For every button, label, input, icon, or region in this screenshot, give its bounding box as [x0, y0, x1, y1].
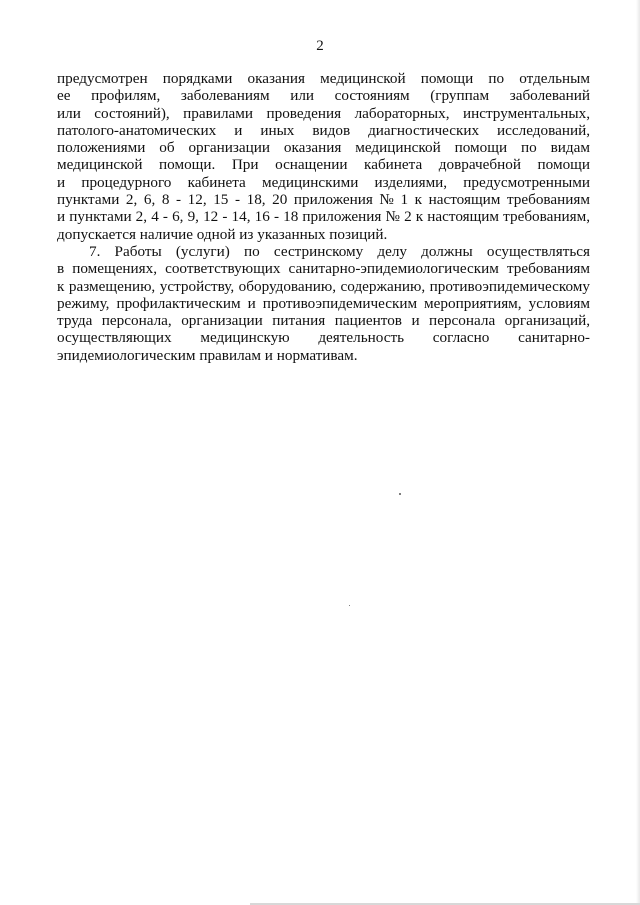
text-line: труда персонала, организации питания пациентов и персонала организаций, [57, 312, 590, 330]
paragraph-continued [57, 70, 590, 243]
text-line: предусмотрен порядками оказания медицинской помощи по отдельным [57, 70, 590, 87]
text-line: осуществляющих медицинскую деятельность согласно санитарно- [57, 329, 590, 347]
text-line: и процедурного кабинета медицинскими изделиями, предусмотренными [57, 173, 590, 191]
scan-speck [349, 605, 350, 606]
text-line: патолого-анатомических и иных видов диагностических исследований, [57, 121, 590, 139]
text-line: ее профилям, заболеваниям или состояниям (группам заболеваний [57, 87, 590, 105]
text-line: положениями об организации оказания медицинской помощи по видам [57, 139, 590, 157]
page-number: 2 [316, 38, 324, 54]
text-line: или состояний), правилами проведения лабораторных, инструментальных, [57, 104, 590, 122]
paragraph-7 [57, 243, 590, 364]
text-line: в помещениях, соответствующих санитарно-эпидемиологическим требованиям [57, 260, 590, 278]
text-line: эпидемиологическим правилам и нормативам. [57, 346, 358, 364]
text-line: пунктами 2, 6, 8 - 12, 15 - 18, 20 приложения № 1 к настоящим требованиям [57, 191, 590, 209]
text-line: 7. Работы (услуги) по сестринскому делу должны осуществляться [89, 242, 590, 260]
text-line: и пунктами 2, 4 - 6, 9, 12 - 14, 16 - 18 приложения № 2 к настоящим требованиям, [57, 208, 590, 226]
scan-edge-shadow [636, 0, 640, 905]
scan-speck [399, 493, 401, 495]
text-line: к размещению, устройству, оборудованию, содержанию, противоэпидемическому [57, 277, 590, 295]
text-line: медицинской помощи. При оснащении кабинета доврачебной помощи [57, 156, 590, 174]
text-line: допускается наличие одной из указанных позиций. [57, 225, 388, 243]
text-line: режиму, профилактическим и противоэпидемическим мероприятиям, условиям [57, 294, 590, 312]
body-text [57, 70, 590, 364]
